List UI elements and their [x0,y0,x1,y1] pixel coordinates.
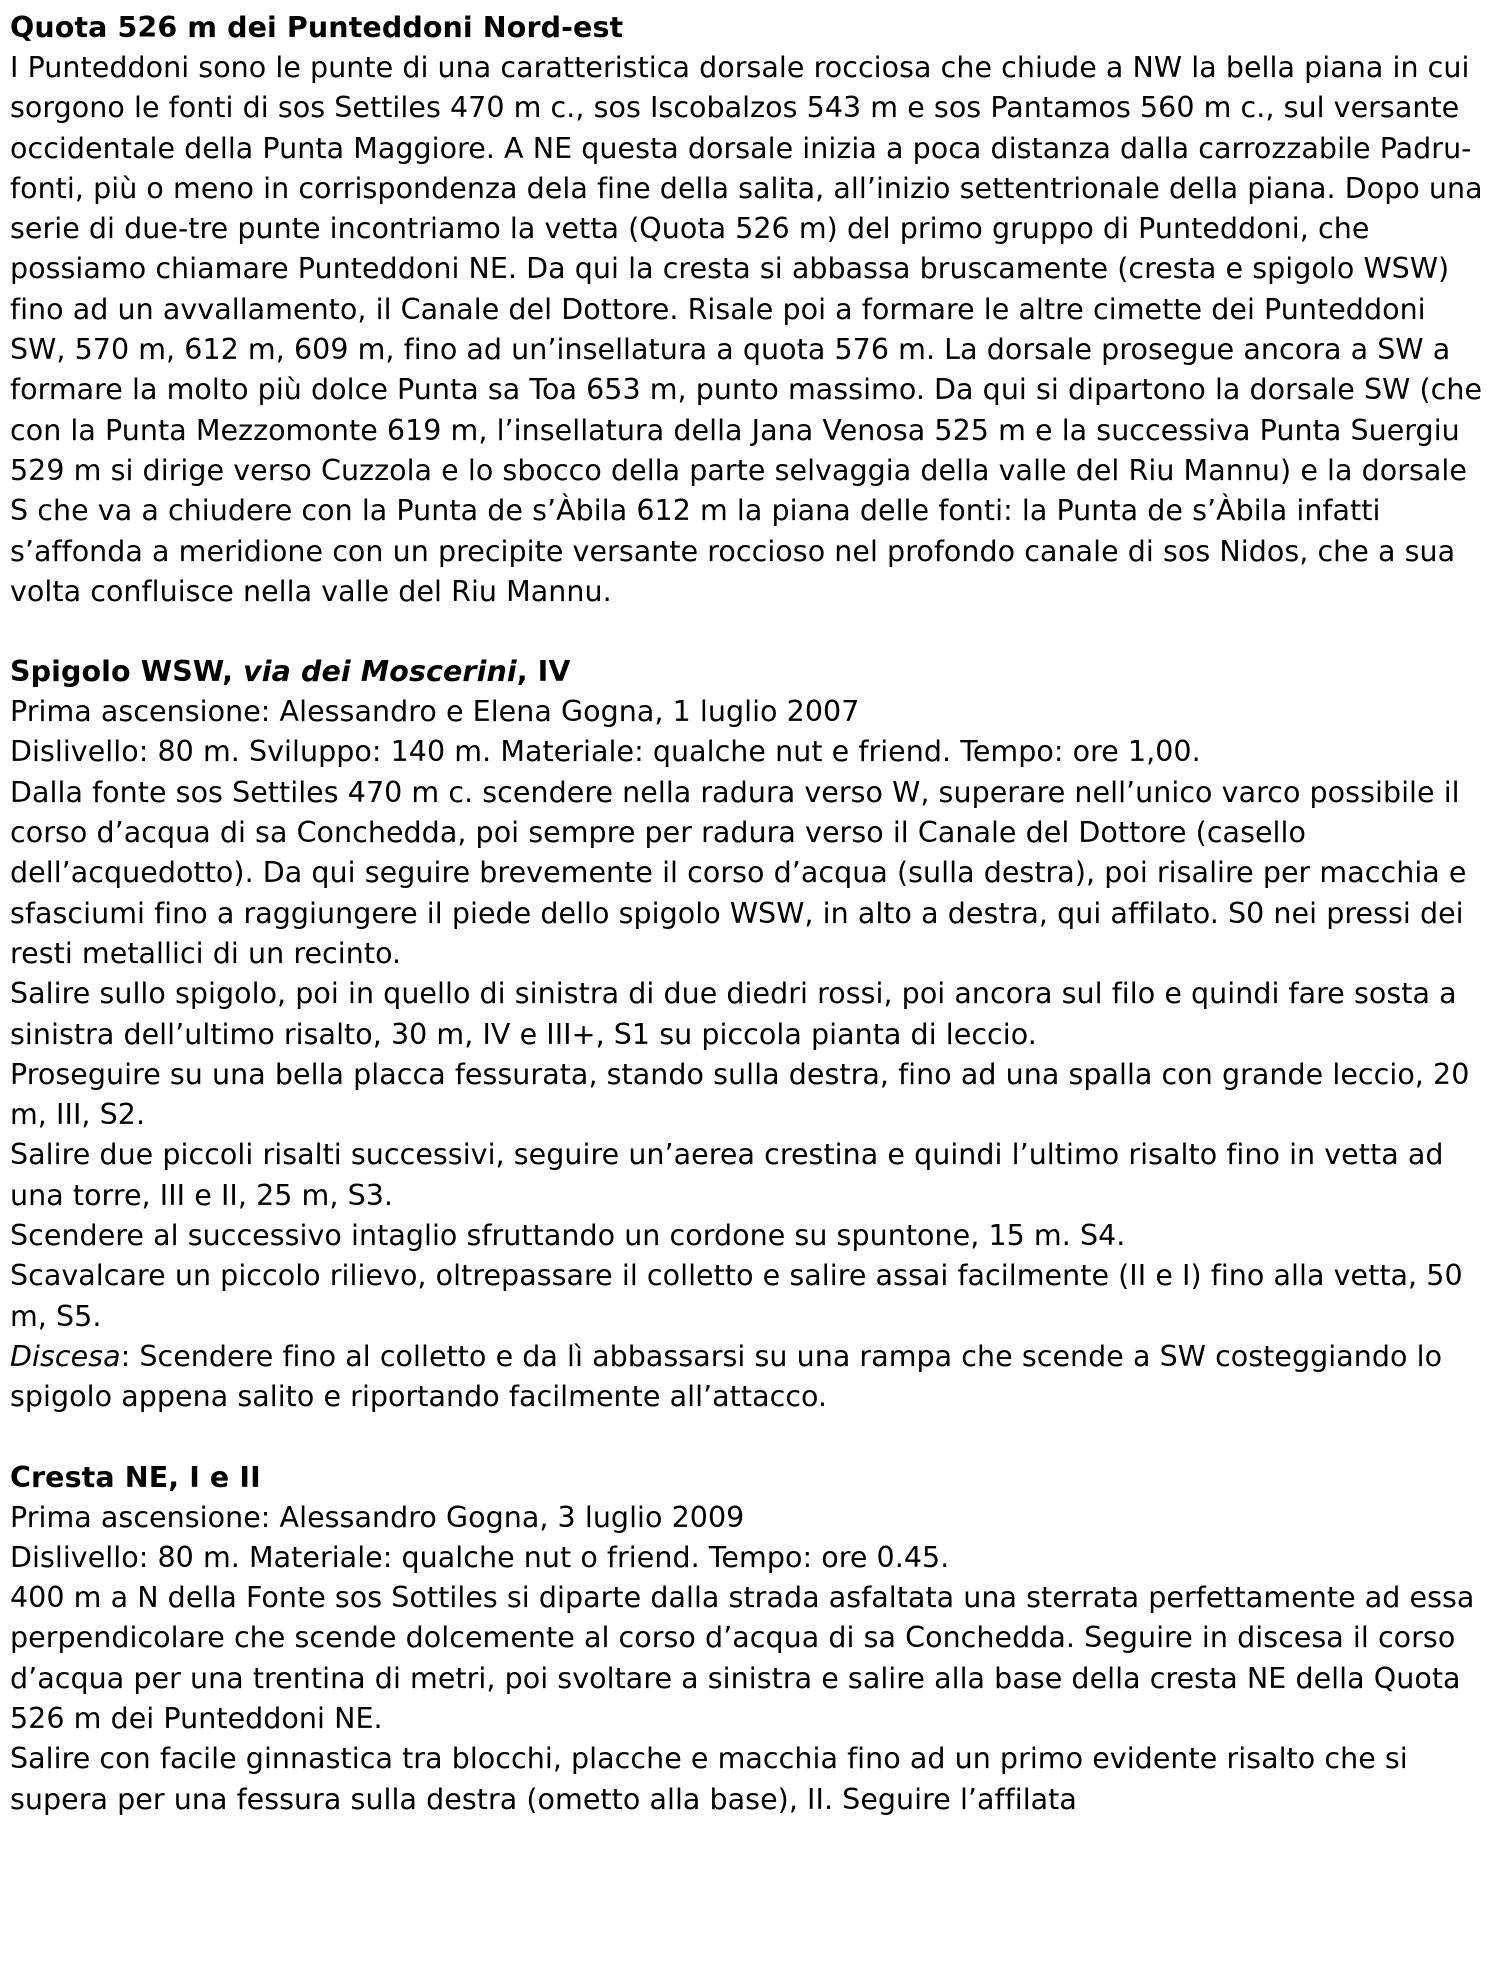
pitch-paragraph: Proseguire su una bella placca fessurata, stando sulla destra, fino ad una spalla con grande leccio, 20 m, III, S2. [10,1057,1470,1132]
pitch-paragraph: Scavalcare un piccolo rilievo, oltrepassare il colletto e salire assai facilmente (II e I) fino alla vetta, 50 m, S5. [10,1259,1463,1333]
route-title-part1: Spigolo WSW, [10,655,244,689]
descent-label: Discesa [10,1339,121,1373]
route-title: Cresta NE, I e II [10,1460,261,1494]
paragraph-gap [10,612,1488,652]
route-details: Dislivello: 80 m. Materiale: qualche nut o friend. Tempo: ore 0.45. [10,1540,950,1574]
descent-paragraph [10,1337,1488,1418]
section-title: Quota 526 m dei Punteddoni Nord-est [10,11,624,44]
pitch-paragraph: Scendere al successivo intaglio sfruttando un cordone su spuntone, 15 m. S4. [10,1219,1126,1253]
section-quota-526 [10,8,1488,612]
route-title [10,652,1488,692]
pitch-paragraph: Salire due piccoli risalti successivi, seguire un’aerea crestina e quindi l’ultimo risalto fino in vetta ad una torre, III e II, 25 m, S3. [10,1138,1444,1212]
route-details: Dislivello: 80 m. Sviluppo: 140 m. Materiale: qualche nut e friend. Tempo: ore 1,00. [10,735,1201,769]
first-ascent: Prima ascensione: Alessandro Gogna, 3 luglio 2009 [10,1500,745,1534]
first-ascent: Prima ascensione: Alessandro e Elena Gogna, 1 luglio 2007 [10,695,860,729]
pitch-paragraph: Salire con facile ginnastica tra blocchi, placche e macchia fino ad un primo evidente risalto che si supera per una fessura sulla destra (ometto alla base), II. Seguire l’affilata [10,1742,1408,1816]
descent-text: : Scendere fino al colletto e da lì abbassarsi su una rampa che scende a SW costeggiando lo spigolo appena salito e riportando facilmente all’attacco. [10,1339,1443,1414]
route-name: via dei Moscerini [243,655,517,689]
section-cresta-ne [10,1458,1488,1820]
paragraph-gap [10,1418,1488,1458]
section-spigolo-wsw [10,652,1488,1417]
route-grade: , IV [516,655,571,689]
approach-paragraph: Dalla fonte sos Settiles 470 m c. scendere nella radura verso W, superare nell’unico varco possibile il corso d’acqua di sa Conchedda, poi sempre per radura verso il Canale del Dottore (casello dell’acquedotto). Da qui seguire brevemente il corso d’acqua (sulla destra), poi risalire per macchia e sfasciumi fino a raggiungere il piede dello spigolo WSW, in alto a destra, qui affilato. S0 nei pressi dei resti metallici di un recinto. [10,775,1467,970]
section-intro-paragraph: I Punteddoni sono le punte di una caratteristica dorsale rocciosa che chiude a NW la bella piana in cui sorgono le fonti di sos Settiles 470 m c., sos Iscobalzos 543 m e sos Pantamos 560 m c., sul versante occidentale della Punta Maggiore. A NE questa dorsale inizia a poca distanza dalla carrozzabile Padru-fonti, più o meno in corrispondenza dela fine della salita, all’inizio settentrionale della piana. Dopo una serie di due-tre punte incontriamo la vetta (Quota 526 m) del primo gruppo di Punteddoni, che possiamo chiamare Punteddoni NE. Da qui la cresta si abbassa bruscamente (cresta e spigolo WSW) fino ad un avvallamento, il Canale del Dottore. Risale poi a formare le altre cimette dei Punteddoni SW, 570 m, 612 m, 609 m, fino ad un’insellatura a quota 576 m. La dorsale prosegue ancora a SW a formare la molto più dolce Punta sa Toa 653 m, punto massimo. Da qui si dipartono la dorsale SW (che con la Punta Mezzomonte 619 m, l’insellatura della Jana Venosa 525 m e la successiva Punta Suergiu 529 m si dirige verso Cuzzola e lo sbocco della parte selvaggia della valle del Riu Mannu) e la dorsale S che va a chiudere con la Punta de s’Àbila 612 m la piana delle fonti: la Punta de s’Àbila infatti s’affonda a meridione con un precipite versante roccioso nel profondo canale di sos Nidos, che a sua volta confluisce nella valle del Riu Mannu. [10,51,1483,608]
pitch-paragraph: Salire sullo spigolo, poi in quello di sinistra di due diedri rossi, poi ancora sul filo e quindi fare sosta a sinistra dell’ultimo risalto, 30 m, IV e III+, S1 su piccola pianta di leccio. [10,977,1457,1051]
approach-paragraph: 400 m a N della Fonte sos Sottiles si diparte dalla strada asfaltata una sterrata perfettamente ad essa perpendicolare che scende dolcemente al corso d’acqua di sa Conchedda. Seguire in discesa il corso d’acqua per una trentina di metri, poi svoltare a sinistra e salire alla base della cresta NE della Quota 526 m dei Punteddoni NE. [10,1581,1475,1735]
